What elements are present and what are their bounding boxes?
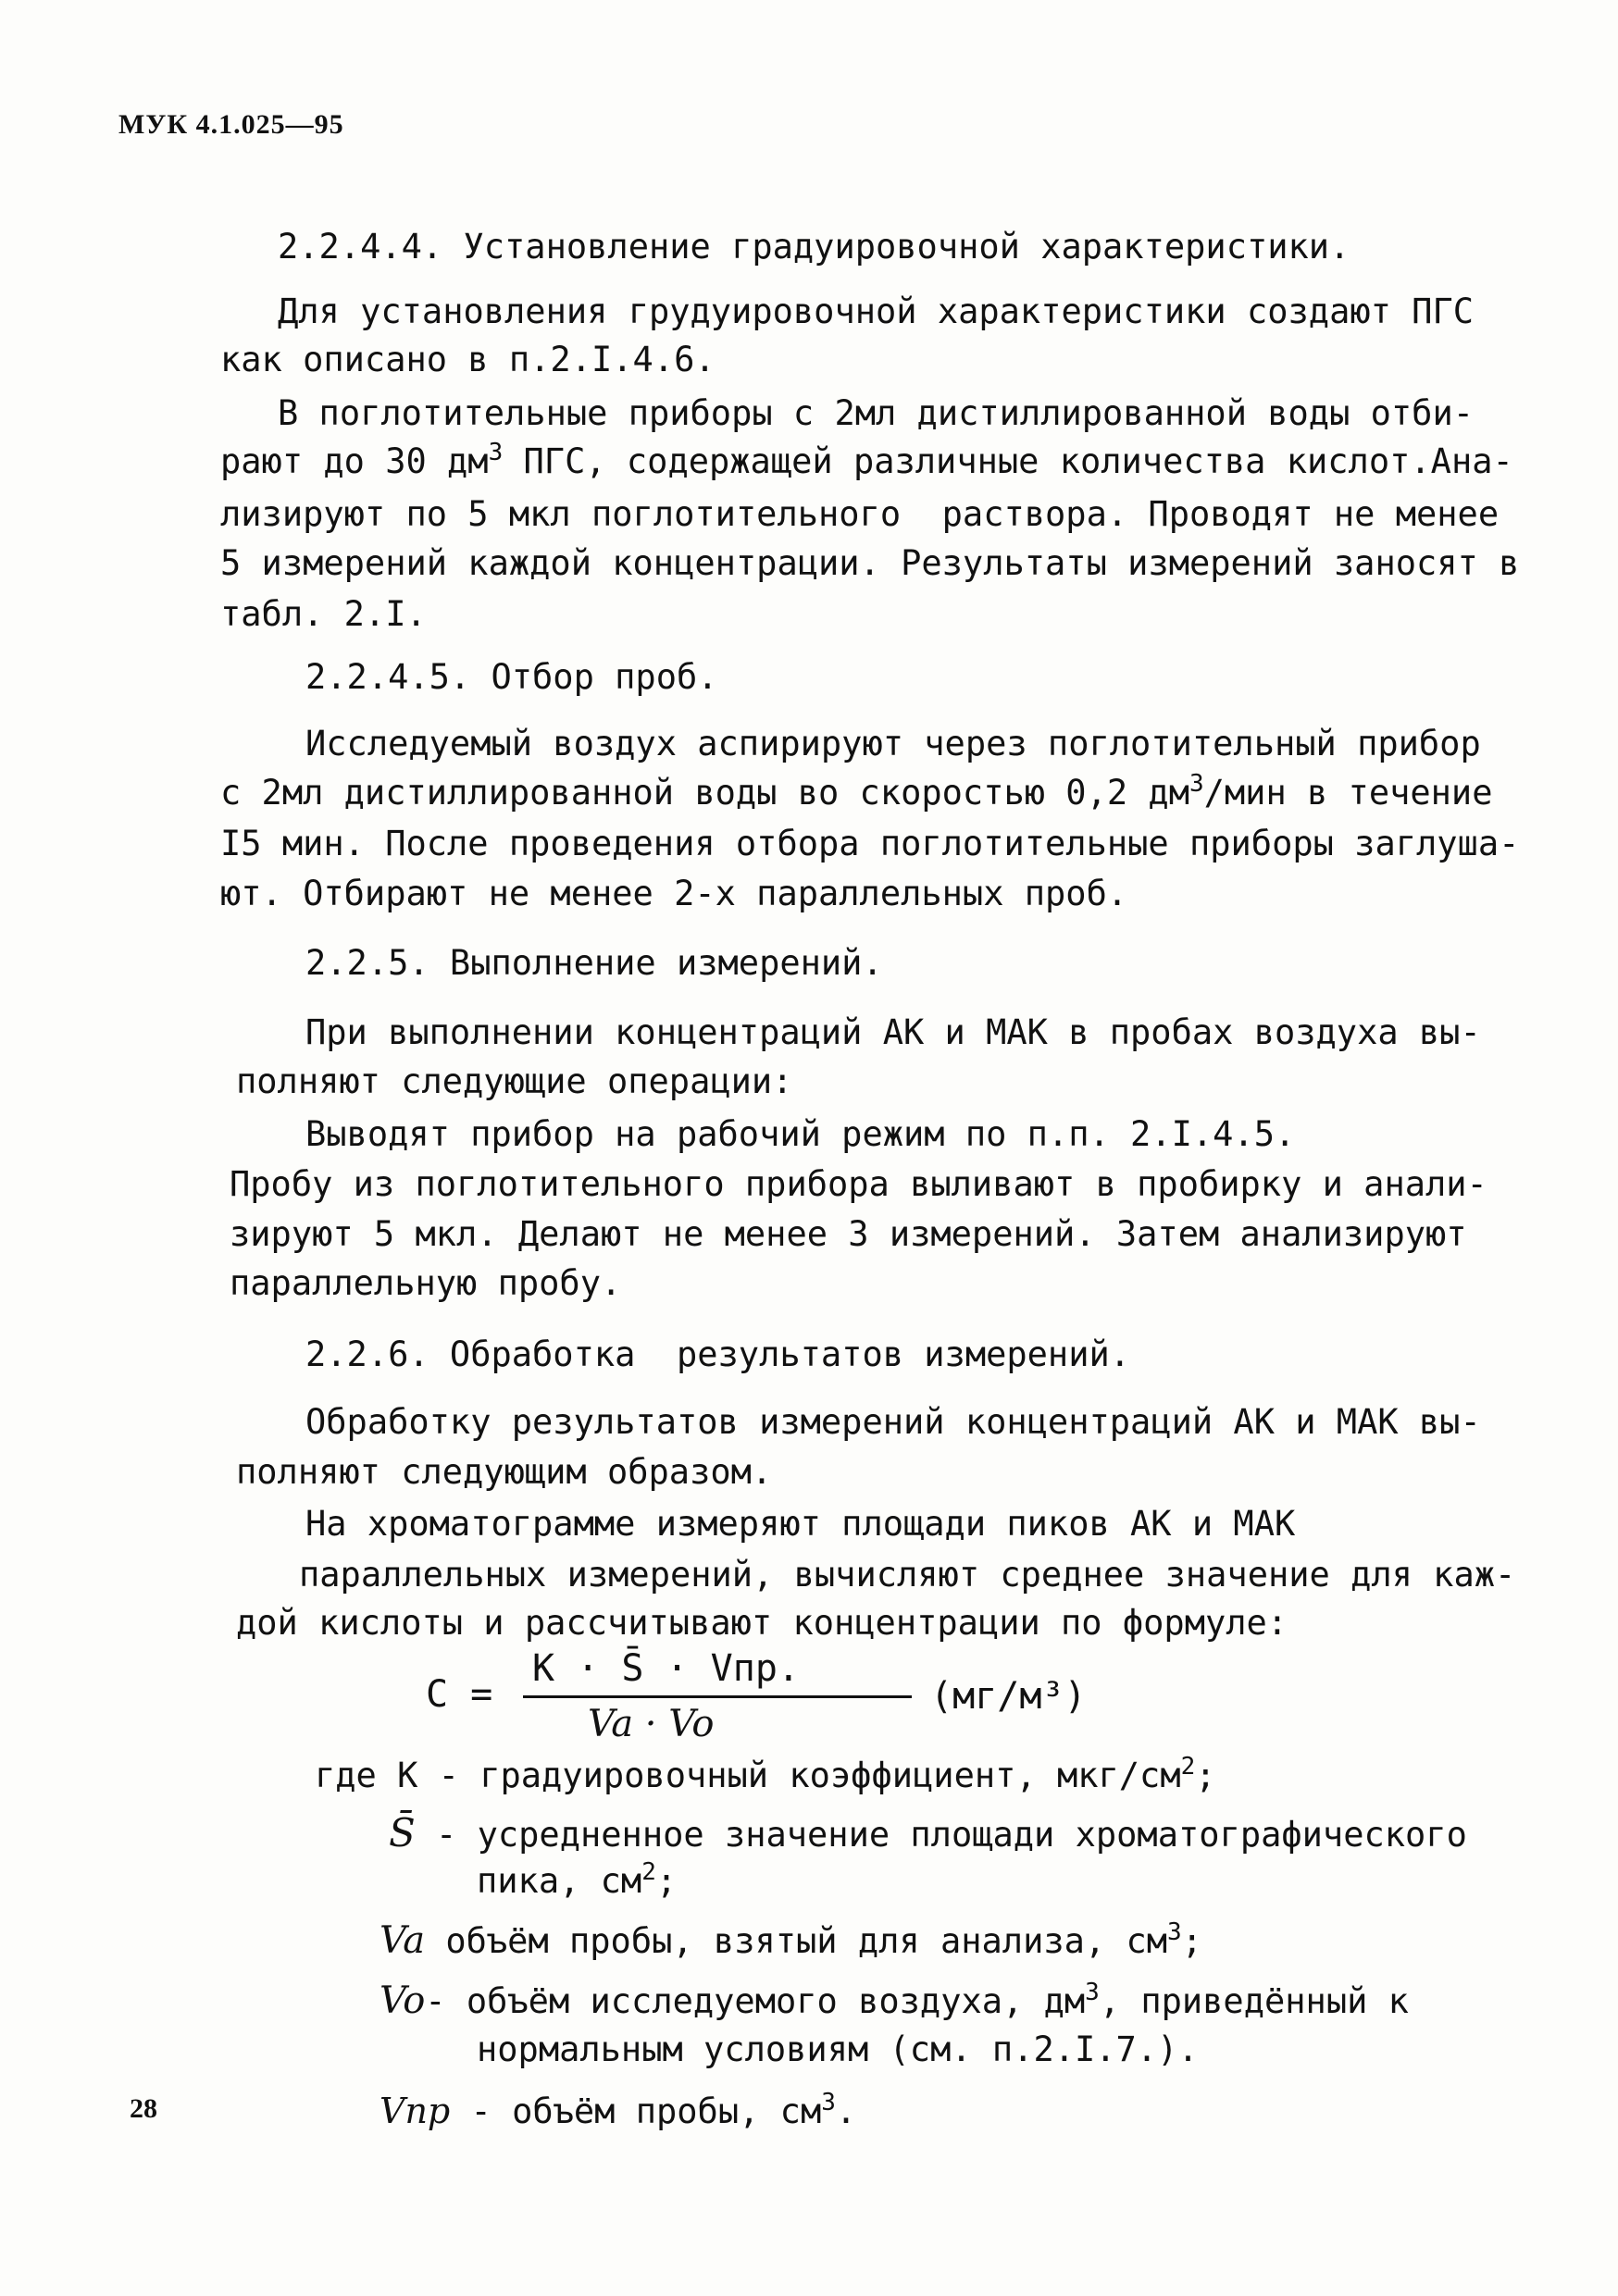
paragraph-line: полняют следующие операции: xyxy=(236,1061,793,1101)
definition-line: Vo- объём исследуемого воздуха, $дм^3$, приведённый к xyxy=(380,1979,1409,2022)
paragraph-line: рают до 30 $дм^3$ ПГС, содержащей различные количества кислот.Ана- xyxy=(220,439,1513,481)
section-heading-2-2-6: 2.2.6. Обработка результатов измерений. xyxy=(305,1334,1131,1374)
symbol-vo: Vo xyxy=(380,1980,426,2022)
paragraph-line: В поглотительные приборы с 2мл дистиллированной воды отби- xyxy=(278,393,1475,433)
paragraph-line: На хроматограмме измеряют площади пиков АК и МАК xyxy=(305,1504,1296,1544)
paragraph-line: параллельную пробу. xyxy=(230,1263,622,1303)
definition-line: Vпр - объём пробы, $см^3$. xyxy=(380,2089,857,2131)
paragraph-line: лизируют по 5 мкл поглотительного раствора. Проводят не менее xyxy=(220,494,1500,534)
symbol-s-mean: S̄ xyxy=(389,1810,416,1855)
definition-line: пика, $см^2$; xyxy=(477,1858,678,1901)
section-heading-2-2-5: 2.2.5. Выполнение измерений. xyxy=(305,943,883,983)
formula-numerator: K · S̄ · Vпр. xyxy=(532,1647,800,1690)
paragraph-line: табл. 2.I. xyxy=(220,594,427,634)
paragraph-line: Обработку результатов измерений концентраций АК и МАК вы- xyxy=(305,1402,1481,1442)
paragraph-line: Выводят прибор на рабочий режим по п.п. 2.I.4.5. xyxy=(305,1114,1296,1154)
paragraph-line: дой кислоты и рассчитывают концентрации по формуле: xyxy=(236,1603,1288,1643)
paragraph-line: ют. Отбирают не менее 2-х параллельных проб. xyxy=(220,874,1128,913)
paragraph-line: с 2мл дистиллированной воды во скоростью 0,2 $дм^3$/мин в течение xyxy=(220,770,1493,813)
paragraph-line: Пробу из поглотительного прибора выливают в пробирку и анали- xyxy=(230,1164,1487,1204)
paragraph-line: При выполнении концентраций АК и МАК в пробах воздуха вы- xyxy=(305,1012,1481,1052)
page-number: 28 xyxy=(130,2093,157,2124)
symbol-vpr: Vпр xyxy=(380,2091,451,2131)
paragraph-line: как описано в п.2.I.4.6. xyxy=(220,340,716,379)
paragraph-line: параллельных измерений, вычисляют среднее значение для каж- xyxy=(299,1555,1516,1595)
paragraph-line: 5 измерений каждой концентрации. Результаты измерений заносят в xyxy=(220,543,1520,583)
section-heading-2-2-4-5: 2.2.4.5. Отбор проб. xyxy=(305,657,718,697)
formula-lhs: C = xyxy=(426,1673,493,1716)
paragraph-line: Исследуемый воздух аспирируют через поглотительный прибор xyxy=(305,724,1481,763)
concentration-formula xyxy=(426,1647,1148,1749)
paragraph-line: зируют 5 мкл. Делают не менее 3 измерений. Затем анализируют xyxy=(230,1214,1467,1254)
fraction-bar xyxy=(523,1695,912,1698)
formula-denominator: Va · Vo xyxy=(588,1703,715,1745)
paragraph-line: Для установления грудуировочной характеристики создают ПГС xyxy=(278,292,1475,331)
definition-line: где K - градуировочный коэффициент, мкг/$см^2$; xyxy=(315,1753,1216,1795)
definition-line: Va объём пробы, взятый для анализа, $см^3$; xyxy=(380,1918,1202,1962)
section-heading-2-2-4-4: 2.2.4.4. Установление градуировочной характеристики. xyxy=(278,227,1350,267)
paragraph-line: I5 мин. После проведения отбора поглотительные приборы заглуша- xyxy=(220,824,1520,863)
document-code: МУК 4.1.025—95 xyxy=(118,109,344,140)
definition-line: S̄ - усредненное значение площади хроматографического xyxy=(389,1810,1467,1855)
definition-line: нормальным условиям (см. п.2.I.7.). xyxy=(477,2029,1199,2069)
formula-unit: (мг/м³) xyxy=(930,1675,1087,1718)
symbol-va: Va xyxy=(380,1919,426,1962)
paragraph-line: полняют следующим образом. xyxy=(236,1452,773,1492)
